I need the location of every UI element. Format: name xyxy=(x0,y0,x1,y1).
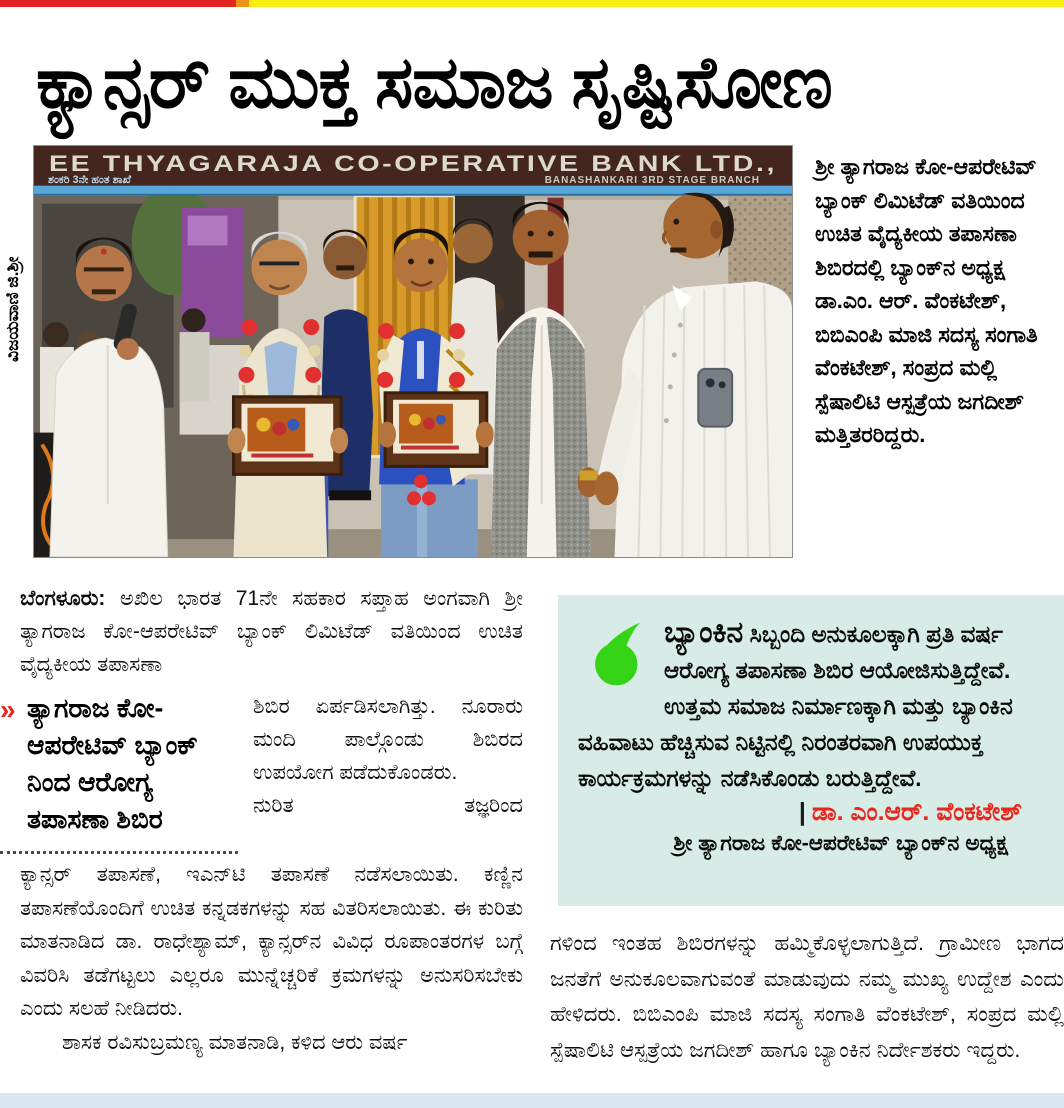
framed-plaque-1 xyxy=(227,397,348,475)
masthead-color-bar xyxy=(0,0,1064,7)
quote-box xyxy=(558,595,1064,906)
moustache xyxy=(529,251,553,257)
masthead-yellow-segment xyxy=(249,0,1064,7)
paragraph-2: ಕ್ಯಾನ್ಸರ್ ತಪಾಸಣೆ, ಇಎನ್‌ಟಿ ತಪಾಸಣೆ ನಡೆಸಲಾಯಿತು. ಕಣ್ಣಿನ ತಪಾಸಣೆಯೊಂದಿಗೆ ಉಚಿತ ಕನ್ನಡಕಗಳನ್ನು ಸಹ ವಿತರಿಸಲಾಯಿತು. ಈ ಕುರಿತು ಮಾತನಾಡಿದ ಡಾ. ರಾಧೇಶ್ಯಾಮ್, ಕ್ಯಾನ್ಸರ್‌ನ ವಿವಿಧ ರೂಪಾಂತರಗಳ ಬಗ್ಗೆ ವಿವರಿಸಿ ತಡೆಗಟ್ಟಲು ಎಲ್ಲರೂ ಮುನ್ನೆಚ್ಚರಿಕೆ ಕ್ರಮಗಳನ್ನು ಅನುಸರಿಸಬೇಕು ಎಂದು ಸಲಹೆ ನೀಡಿದರು. xyxy=(20,863,523,1020)
jeans xyxy=(381,479,478,557)
lead-tail-right: ತಜ್ಞರಿಂದ xyxy=(463,794,523,817)
deck-box xyxy=(0,690,240,854)
lead-continuation-column xyxy=(253,690,523,854)
paragraph-3: ಶಾಸಕ ರವಿಸುಬ್ರಮಣ್ಯ ಮಾತನಾಡಿ, ಕಳಿದ ಆರು ವರ್ಷ xyxy=(62,1030,408,1054)
lead-tail-line xyxy=(253,789,523,822)
attribution-name: ಡಾ. ಎಂ.ಆರ್. ವೆಂಕಟೇಶ್ xyxy=(811,798,1022,826)
quote-body: ಸಿಬ್ಬಂದಿ ಅನುಕೂಲಕ್ಕಾಗಿ ಪ್ರತಿ ವರ್ಷ ಆರೋಗ್ಯ ತಪಾಸಣಾ ಶಿಬಿರ ಆಯೋಜಿಸುತ್ತಿದ್ದೇವೆ. ಉತ್ತಮ ಸಮಾಜ ನಿರ್ಮಾಣಕ್ಕಾಗಿ ಮತ್ತು ಬ್ಯಾಂಕಿನ ವಹಿವಾಟು ಹೆಚ್ಚಿಸುವ ನಿಟ್ಟಿನಲ್ಲಿ ನಿರಂತರವಾಗಿ ಉಪಯುಕ್ತ ಕಾರ್ಯಕ್ರಮಗಳನ್ನು ನಡೆಸಿಕೊಂಡು ಬರುತ್ತಿದ್ದೇವೆ. xyxy=(578,621,1013,791)
framed-plaque-2 xyxy=(378,393,494,467)
photo-caption: ಶ್ರೀ ತ್ಯಾಗರಾಜ ಕೋ-ಆಪರೇಟಿವ್ ಬ್ಯಾಂಕ್ ಲಿಮಿಟೆಡ್ ವತಿಯಿಂದ ಉಚಿತ ವೈದ್ಯಕೀಯ ತಪಾಸಣಾ ಶಿಬಿರದಲ್ಲಿ ಬ್ಯಾಂಕ್‌ನ ಅಧ್ಯಕ್ಷ ಡಾ.ಎಂ. ಆರ್. ವೆಂಕಟೇಶ್, ಬಿಬಿಎಂಪಿ ಮಾಜಿ ಸದಸ್ಯ ಸಂಗಾತಿ ವೆಂಕಟೇಶ್, ಸಂಪ್ರದ ಮಲ್ಲಿ ಸ್ಪೆಷಾಲಿಟಿ ಆಸ್ಪತ್ರೆಯ ಜಗದೀಶ್ ಮತ್ತಿತರರಿದ್ದರು. xyxy=(815,154,1038,447)
banner-line2: BANASHANKARI 3RD STAGE BRANCH xyxy=(544,174,761,186)
tilaka xyxy=(101,249,107,255)
bottom-strip xyxy=(0,1093,1064,1108)
deck-headline xyxy=(0,690,240,838)
gold-watch xyxy=(580,470,598,480)
lead-paragraph xyxy=(20,582,523,681)
lead-tail-left: ನುರಿತ xyxy=(253,794,294,817)
masthead-red-segment xyxy=(0,0,236,7)
article-photo xyxy=(33,145,793,558)
banner-line1: EE THYAGARAJA CO-OPERATIVE BANK LTD., xyxy=(48,150,778,176)
article-headline: ಕ್ಯಾನ್ಸರ್ ಮುಕ್ತ ಸಮಾಜ ಸೃಷ್ಟಿಸೋಣ xyxy=(36,43,832,123)
quote-lead-word: ಬ್ಯಾಂಕಿನ xyxy=(664,616,744,649)
quote-role: ಶ್ರೀ ತ್ಯಾಗರಾಜ ಕೋ-ಆಪರೇಟಿವ್ ಬ್ಯಾಂಕ್‌ನ ಅಧ್ಯಕ್ಷ xyxy=(673,831,1008,855)
ear xyxy=(710,221,722,239)
attribution-pipe: | xyxy=(798,798,806,826)
mid-section xyxy=(0,690,523,854)
body-paragraphs xyxy=(20,858,523,1059)
dateline: ಬೆಂಗಳೂರು: xyxy=(20,587,106,610)
lead-text: ಅಖಿಲ ಭಾರತ 71ನೇ ಸಹಕಾರ ಸಪ್ತಾಹ ಅಂಗವಾಗಿ ಶ್ರೀ ತ್ಯಾಗರಾಜ ಕೋ-ಆಪರೇಟಿವ್ ಬ್ಯಾಂಕ್ ಲಿಮಿಟೆಡ್ ವತಿಯಿಂದ ಉಚಿತ ವೈದ್ಯಕೀಯ ತಪಾಸಣಾ xyxy=(20,587,523,676)
moustache xyxy=(670,248,686,253)
banner-kannada: ಶಂಕರಿ 3ನೇ ಹಂತ ಶಾಖೆ xyxy=(47,173,131,186)
deck-text: ತ್ಯಾಗರಾಜ ಕೋ-ಆಪರೇಟಿವ್ ಬ್ಯಾಂಕ್ ನಿಂದ ಆರೋಗ್ಯ ತಪಾಸಣಾ ಶಿಬಿರ xyxy=(27,693,198,834)
lead-continuation: ಶಿಬಿರ ಏರ್ಪಡಿಸಲಾಗಿತ್ತು. ನೂರಾರು ಮಂದಿ ಪಾಲ್ಗೊಂಡು ಶಿಬಿರದ ಉಪಯೋಗ ಪಡೆದುಕೊಂಡರು. xyxy=(253,695,523,784)
bank-banner xyxy=(34,146,792,196)
deck-marker-icon: » xyxy=(0,694,12,725)
masthead-orange-segment xyxy=(236,0,249,7)
quote-attribution xyxy=(578,798,1042,827)
hand xyxy=(595,471,619,505)
quote-mark-icon xyxy=(592,621,650,687)
paragraph-4: ಗಳಿಂದ ಇಂತಹ ಶಿಬಿರಗಳನ್ನು ಹಮ್ಮಿಕೊಳ್ಳಲಾಗುತ್ತಿದೆ. ಗ್ರಾಮೀಣ ಭಾಗದ ಜನತೆಗೆ ಅನುಕೂಲವಾಗುವಂತೆ ಮಾಡುವುದು ನಮ್ಮ ಮುಖ್ಯ ಉದ್ದೇಶ ಎಂದು ಹೇಳಿದರು. ಬಿಬಿಎಂಪಿ ಮಾಜಿ ಸದಸ್ಯ ಸಂಗಾತಿ ವೆಂಕಟೇಶ್, ಸಂಪ್ರದ ಮಲ್ಲಿ ಸ್ಪೆಷಾಲಿಟಿ ಆಸ್ಪತ್ರೆಯ ಜಗದೀಶ್ ಹಾಗೂ ಬ್ಯಾಂಕಿನ ನಿರ್ದೇಶಕರು ಇದ್ದರು. xyxy=(550,931,1064,1062)
photo-credit-text: ವಿಜಯವಾಣಿ ಜಿ.ಶ್ರೀ xyxy=(3,256,22,362)
dotted-rule xyxy=(0,851,238,854)
photo-illustration xyxy=(34,146,792,557)
phone-in-pocket xyxy=(698,369,732,427)
